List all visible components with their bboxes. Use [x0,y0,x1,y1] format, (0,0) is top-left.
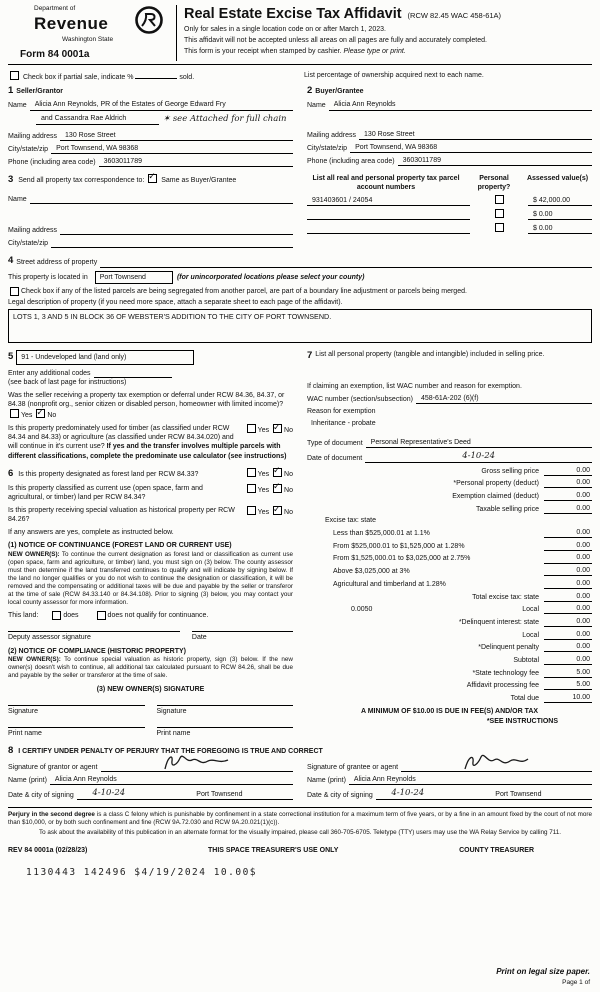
fee-row [325,693,592,703]
grantor-datecity-label: Date & city of signing [8,791,74,799]
personal-property-checkbox-2[interactable] [495,209,504,218]
header-note-2: This affidavit will not be accepted unless all areas on all pages are fully and accurately completed. [184,36,487,44]
fee-value: 0.00 [544,617,592,627]
if-any-note: If any answers are yes, complete as instructed below. [8,529,174,537]
fee-row [325,466,592,476]
perjury-notice [8,811,592,827]
fee-heading: Excise tax: state [325,517,376,525]
section-tax-computation [307,350,592,739]
deputy-signature-field[interactable] [8,631,180,642]
exemption-question-text: Was the seller receiving a property tax exemption or deferral under RCW 84.36, 84.37, or 84.38 (nonprofit org., senior citizen or disabled person, homeowner with limited income)? [8,391,285,409]
buyer-title: Buyer/Grantee [315,88,364,96]
additional-codes-label: Enter any additional codes [8,369,91,377]
section6-number: 6 [8,467,14,479]
owner-signature-row [8,705,293,716]
notice-continuance-title: (1) NOTICE OF CONTINUANCE (FOREST LAND OR CURRENT USE) [8,542,232,550]
partial-sale-line [8,69,194,82]
fee-row [325,553,592,563]
perjury-bold: Perjury in the second degree [8,811,95,819]
doc-date-field[interactable]: 4-10-24 [365,451,592,463]
fee-value: 0.00 [544,566,592,576]
land-use-code-select[interactable]: 91 - Undeveloped land (land only) [16,350,194,365]
section-certification [8,745,592,800]
fee-value: 10.00 [544,693,592,703]
notice-compliance-title: (2) NOTICE OF COMPLIANCE (HISTORIC PROPERTY) [8,648,186,656]
s6q2-yes-checkbox[interactable] [247,484,256,493]
correspondence-left [8,174,293,248]
personal-property-list-area[interactable] [307,362,592,382]
legal-description-field[interactable]: LOTS 1, 3 AND 5 IN BLOCK 36 OF WEBSTER'S ADDITION TO THE CITY OF PORT TOWNSEND. [8,309,592,343]
land-does-not-checkbox[interactable] [97,611,106,620]
parcel-row [307,195,592,206]
parcel-number-field[interactable] [307,210,470,220]
seller-buyer-columns [8,85,592,167]
header-note-3a: This form is your receipt when stamped by cashier. [184,47,344,55]
fee-row [325,655,592,665]
signature-label: Signature [8,708,38,716]
section-seller [8,85,293,167]
s6q3-no-checkbox[interactable] [273,506,282,515]
segregated-checkbox[interactable] [10,287,19,296]
print-note-block [496,967,590,987]
left-lower-column [8,350,293,739]
buyer-phone-field[interactable]: 3603011789 [398,156,592,166]
corr-city-field[interactable] [51,238,293,248]
fee-label: Total excise tax: state [472,593,539,601]
s6q1-no-checkbox[interactable] [273,468,282,477]
parcel-row [307,223,592,234]
personal-property-col-header: Personal property? [477,174,511,191]
buyer-city-label: City/state/zip [307,144,348,152]
grantee-date-field[interactable]: 4-10-24 [376,788,440,800]
buyer-city-field[interactable]: Port Townsend, WA 98368 [350,143,592,153]
buyer-mailing-field[interactable]: 130 Rose Street [359,130,592,140]
fee-row [325,668,592,678]
lower-columns [8,350,592,739]
grantee-signature-label: Signature of grantee or agent [307,763,399,771]
fee-label: From $525,000.01 to $1,525,000 at 1.28% [333,542,465,550]
fee-label: *Delinquent interest: state [458,618,539,626]
section-property-address [8,255,592,343]
reason-exemption-value: Inheritance - probate [311,420,376,428]
wac-number-field[interactable]: 458-61A-202 (6)(f) [416,394,592,404]
deputy-date-label: Date [191,633,207,641]
cashier-receipt-stamp: 1130443 142496 $4/19/2024 10.00$ [26,867,258,879]
alternate-format-note: To ask about the availability of this publication in an alternate format for the visually impaired, please call 360-705-6705. Teletype (TTY) users may use the WA Relay Service by calling 711. [38,829,562,837]
county-treasurer-label: COUNTY TREASURER [459,847,534,855]
street-address-field[interactable] [100,258,592,268]
seller-title: Seller/Grantor [16,88,63,96]
send-correspondence-label: Send all property tax correspondence to: [18,176,145,184]
corr-mailing-label: Mailing address [8,227,58,235]
fee-row [325,566,592,576]
dor-logo-block [8,5,176,61]
minimum-fee-note: A MINIMUM OF $10.00 IS DUE IN FEE(S) AND/OR TAX [360,708,539,716]
section5-number: 5 [8,351,14,363]
s6q2-no-checkbox[interactable] [273,484,282,493]
header-note-1: Only for sales in a single location code on or after March 1, 2023. [184,26,386,34]
no-label: No [284,427,293,435]
no-label: No [284,509,293,517]
seller-name-field-2[interactable]: and Cassandra Rae Aldrich [36,114,159,124]
seller-handwritten-note: ✶ see Attached for full chain [163,113,287,124]
grantor-signature-block [8,759,293,800]
fee-row [325,491,592,501]
form-header [8,5,592,65]
fee-row [325,504,592,514]
partial-sale-percent-field[interactable] [135,69,177,79]
doc-type-label: Type of document [307,439,363,447]
notice-compliance-text: To continue special valuation as historic property, sign (3) below. If the new owner(s) doesn't wish to continue, all additional tax calculated pursuant to RCW 84.26, shall be due and payable by the seller or transferor at the time of sale. [8,656,293,680]
fee-value: 0.00 [544,592,592,602]
corr-city-label: City/state/zip [8,240,49,248]
land-does-checkbox[interactable] [52,611,61,620]
parcel-number-field[interactable]: 931403601 / 24054 [307,196,470,206]
page-number: Page 1 of [562,978,590,986]
fee-value: 0.00 [544,630,592,640]
grantor-signature-icon [162,751,232,773]
fee-label: Above $3,025,000 at 3% [333,568,410,576]
buyer-name-field[interactable]: Alicia Ann Reynolds [329,100,592,110]
wac-number-label: WAC number (section/subsection) [307,396,413,404]
seller-mailing-field[interactable]: 130 Rose Street [60,131,293,141]
doc-type-field[interactable]: Personal Representative's Deed [366,438,592,448]
forest-land-question: Is this property designated as forest land per RCW 84.33? [18,470,199,478]
s5q2-no-checkbox[interactable] [273,424,282,433]
assessed-value-col-header: Assessed value(s) [526,174,589,182]
perjury-text: is a class C felony which is punishable by confinement in a state correctional institution for a maximum term of five years, or by a fine in an amount fixed by the court of not more than $10,000, or by both such confinement and fine (RCW 9A.72.030 and RCW 9A.20.021(1)(c)). [8,811,593,827]
notice-continuance-text: To continue the current designation as forest land or classification as current use (open space, farm and agriculture, or timber) land, you must sign on (3) below. The county assessor must then determine if the land transferred continues to qualify and will indicate by signing below. If the land no longer qualifies or you do not wish to continue the designation or classification, it will be removed and the compensating or additional taxes will be due and payable by the seller or transferor at the time of sale (RCW 84.33.140 or 84.34.108). Prior to signing (3) below, you may contact your local county assessor for more information. [8,550,294,606]
print-name-label: Print name [8,730,42,738]
grantee-signature-block [307,759,592,800]
county-select[interactable]: Port Townsend [95,271,173,284]
grantor-date-field[interactable]: 4-10-24 [77,788,141,800]
seller-mailing-label: Mailing address [8,132,58,140]
fee-value: 5.00 [544,668,592,678]
does-not-label: does not qualify for continuance. [107,611,209,619]
fee-label: Subtotal [513,656,539,664]
deputy-signature-label: Deputy assessor signature [8,633,91,641]
section1-number: 1 [8,85,14,97]
ownership-note: List percentage of ownership acquired next to each name. [304,71,484,79]
assessed-value-field[interactable]: $ 0.00 [528,224,592,234]
fee-label: *Personal property (deduct) [453,480,539,488]
grantee-signature-field[interactable] [401,762,592,772]
parcel-number-field[interactable] [307,224,470,234]
fee-label: Affidavit processing fee [466,682,539,690]
title-block [176,5,592,61]
seller-name-label: Name [8,102,27,110]
washington-state-label: Washington State [62,35,114,43]
fee-value: 0.00 [544,528,592,538]
grantor-printname-label: Name (print) [8,776,47,784]
signature-label: Signature [156,708,187,716]
form-number: Form 84 0001a [20,48,90,60]
fee-row [325,680,592,690]
fee-value: 0.00 [544,466,592,476]
section-buyer [307,85,592,167]
yes-label: Yes [257,486,270,494]
fee-row [325,541,592,551]
fee-label: Local [522,631,539,639]
revenue-wordmark: Revenue [34,14,109,34]
does-label: does [63,611,79,619]
fee-label: Total due [510,695,539,703]
grantor-signature-field[interactable] [101,762,293,772]
see-instructions-note: *SEE INSTRUCTIONS [486,718,558,726]
seller-name-field[interactable]: Alicia Ann Reynolds, PR of the Estates of George Edward Fry [30,100,293,110]
additional-codes-field[interactable] [94,368,172,378]
fee-label: *Delinquent penalty [478,644,539,652]
grantor-signature-label: Signature of grantor or agent [8,763,98,771]
grantee-city-field[interactable]: Port Townsend [440,790,592,800]
buyer-phone-label: Phone (including area code) [307,157,395,165]
deputy-signature-row [8,631,293,642]
historic-question-row [8,506,293,524]
buyer-name-label: Name [307,102,326,110]
fee-value: 0.00 [544,655,592,665]
fee-label: *State technology fee [472,669,539,677]
department-of-label: Department of [34,5,76,12]
page-title: Real Estate Excise Tax Affidavit [184,6,402,22]
fee-value: 0.00 [544,541,592,551]
land-qualify-row [8,611,293,620]
new-owner-label: NEW OWNER(S): [8,550,60,558]
fee-value: 0.00 [544,604,592,614]
personal-property-checkbox-1[interactable] [495,195,504,204]
seller-phone-label: Phone (including area code) [8,158,96,166]
legal-description-label: Legal description of property (if you need more space, attach a separate sheet to each page of the affidavit). [8,298,343,306]
fee-value: 0.00 [544,579,592,589]
historic-question: Is this property receiving special valuation as historical property per RCW 84.26? [8,507,235,524]
fee-row [325,579,592,589]
timber-question-text: Is this property predominately used for timber (as classified under RCW 84.34 and 84.33) or agriculture (as classified under RCW 84.34.020) and will continue in it's current use? [8,425,234,451]
fee-heading-row [325,516,592,525]
fee-value: 0.00 [544,642,592,652]
fee-label: Local [522,606,539,614]
fee-row [325,592,592,602]
current-use-question: Is this property classified as current use (open space, farm and agricultural, or timber) land per RCW 84.34? [8,484,203,502]
revenue-logo-icon [134,5,164,35]
corr-name-field[interactable] [30,194,293,204]
corr-name-label: Name [8,196,27,204]
fee-label: Agricultural and timberland at 1.28% [333,580,446,588]
current-use-question-row [8,484,293,502]
section7-number: 7 [307,349,313,361]
yes-label: Yes [21,412,33,420]
section-correspondence [8,174,592,248]
exemption-question [8,391,293,420]
deputy-date-field[interactable] [192,631,293,642]
sold-label: sold. [179,73,195,81]
grantor-city-field[interactable]: Port Townsend [141,790,293,800]
exemption-claim-note: If claiming an exemption, list WAC number and reason for exemption. [307,383,522,391]
grantee-datecity-label: Date & city of signing [307,791,373,799]
seller-city-field[interactable]: Port Townsend, WA 98368 [51,144,293,154]
footer-labels-row [8,846,592,855]
segregated-label: Check box if any of the listed parcels are being segregated from another parcel, are part of a boundary line adjustment or parcels being merged. [21,287,467,295]
certify-statement: I CERTIFY UNDER PENALTY OF PERJURY THAT THE FOREGOING IS TRUE AND CORRECT [18,747,323,755]
grantor-printname-field[interactable]: Alicia Ann Reynolds [50,775,293,785]
local-rate-value: 0.0050 [351,606,373,614]
partial-sale-checkbox[interactable] [10,71,19,80]
this-land-label: This land: [8,611,39,619]
notice-continuance-body [8,551,293,607]
print-name-label: Print name [156,730,191,738]
header-note-3 [184,47,592,56]
section-classification [8,468,293,480]
excise-tax-table [307,466,592,703]
grantee-signature-icon [462,751,532,773]
fee-label: Gross selling price [481,467,539,475]
rev-form-code: REV 84 0001a (02/28/23) [8,847,88,855]
fee-row [325,630,592,640]
owner-printname-field-2[interactable] [157,727,294,738]
s5q1-yes-checkbox[interactable] [10,409,19,418]
rcw-reference: (RCW 82.45 WAC 458-61A) [407,11,502,20]
s6q3-yes-checkbox[interactable] [247,506,256,515]
new-owner-label: NEW OWNER(S): [8,656,61,664]
section3-number: 3 [8,173,14,185]
same-as-buyer-label: Same as Buyer/Grantee [161,176,237,184]
top-bar [8,69,592,82]
section8-number: 8 [8,744,14,756]
doc-date-label: Date of document [307,454,363,462]
grantee-printname-label: Name (print) [307,776,346,784]
assessed-value-field[interactable]: $ 0.00 [528,210,592,220]
fee-value: 5.00 [544,680,592,690]
personal-property-checkbox-3[interactable] [495,223,504,232]
located-in-label: This property is located in [8,273,88,281]
fee-label: From $1,525,000.01 to $3,025,000 at 2.75% [333,555,471,563]
assessed-value-field[interactable]: $ 42,000.00 [528,196,592,206]
owner-signature-field-2[interactable] [157,705,294,716]
corr-mailing-field[interactable] [60,225,293,235]
yes-label: Yes [257,509,270,517]
parcel-table [307,174,592,248]
header-note-3b: Please type or print. [343,47,406,55]
no-label: No [47,412,57,420]
timber-question [8,424,293,460]
fee-row [325,604,592,614]
fee-row [325,528,592,538]
fee-value: 0.00 [544,491,592,501]
fee-label: Taxable selling price [475,505,539,513]
partial-sale-label: Check box if partial sale, indicate % [22,73,134,81]
same-as-buyer-checkbox[interactable] [148,174,157,183]
grantee-printname-field[interactable]: Alicia Ann Reynolds [349,775,592,785]
parcel-row [307,209,592,220]
fee-value: 0.00 [544,504,592,514]
section2-number: 2 [307,85,313,97]
fee-row [325,642,592,652]
fee-row [325,478,592,488]
s6q1-yes-checkbox[interactable] [247,468,256,477]
owner-printname-row [8,727,293,738]
form-footer [8,807,592,880]
fee-row [325,617,592,627]
yes-label: Yes [257,470,270,478]
street-address-label: Street address of property [16,259,98,267]
owner-printname-field-1[interactable] [8,727,145,738]
notice-compliance-body [8,656,293,680]
treasurer-space-label: THIS SPACE TREASURER'S USE ONLY [208,847,339,855]
seller-city-label: City/state/zip [8,145,49,153]
legal-size-note: Print on legal size paper. [496,967,590,977]
fee-value: 0.00 [544,478,592,488]
yes-label: Yes [257,427,270,435]
timber-question-bold: If yes and the transfer involves multiple parcels with different classifications, complete the predominate use calculator (see instructions) [8,443,287,460]
new-owner-signature-title: (3) NEW OWNER(S) SIGNATURE [96,686,205,694]
fee-value: 0.00 [544,553,592,563]
seller-phone-field[interactable]: 3603011789 [99,157,293,167]
section-land-use [8,350,293,365]
buyer-mailing-label: Mailing address [307,131,357,139]
parcel-col-header: List all real and personal property tax parcel account numbers [312,174,460,191]
s5q1-no-checkbox[interactable] [36,409,45,418]
fee-label: Less than $525,000.01 at 1.1% [333,530,430,538]
personal-property-list-label: List all personal property (tangible and intangible) included in selling price. [315,350,545,358]
see-back-note: (see back of last page for instructions) [8,378,127,386]
no-label: No [284,470,293,478]
reason-exemption-label: Reason for exemption [307,408,376,416]
unincorporated-note: (for unincorporated locations please select your county) [176,273,365,281]
fee-label: Exemption claimed (deduct) [452,493,539,501]
no-label: No [284,486,293,494]
owner-signature-field-1[interactable] [8,705,145,716]
section4-number: 4 [8,255,14,267]
s5q2-yes-checkbox[interactable] [247,424,256,433]
